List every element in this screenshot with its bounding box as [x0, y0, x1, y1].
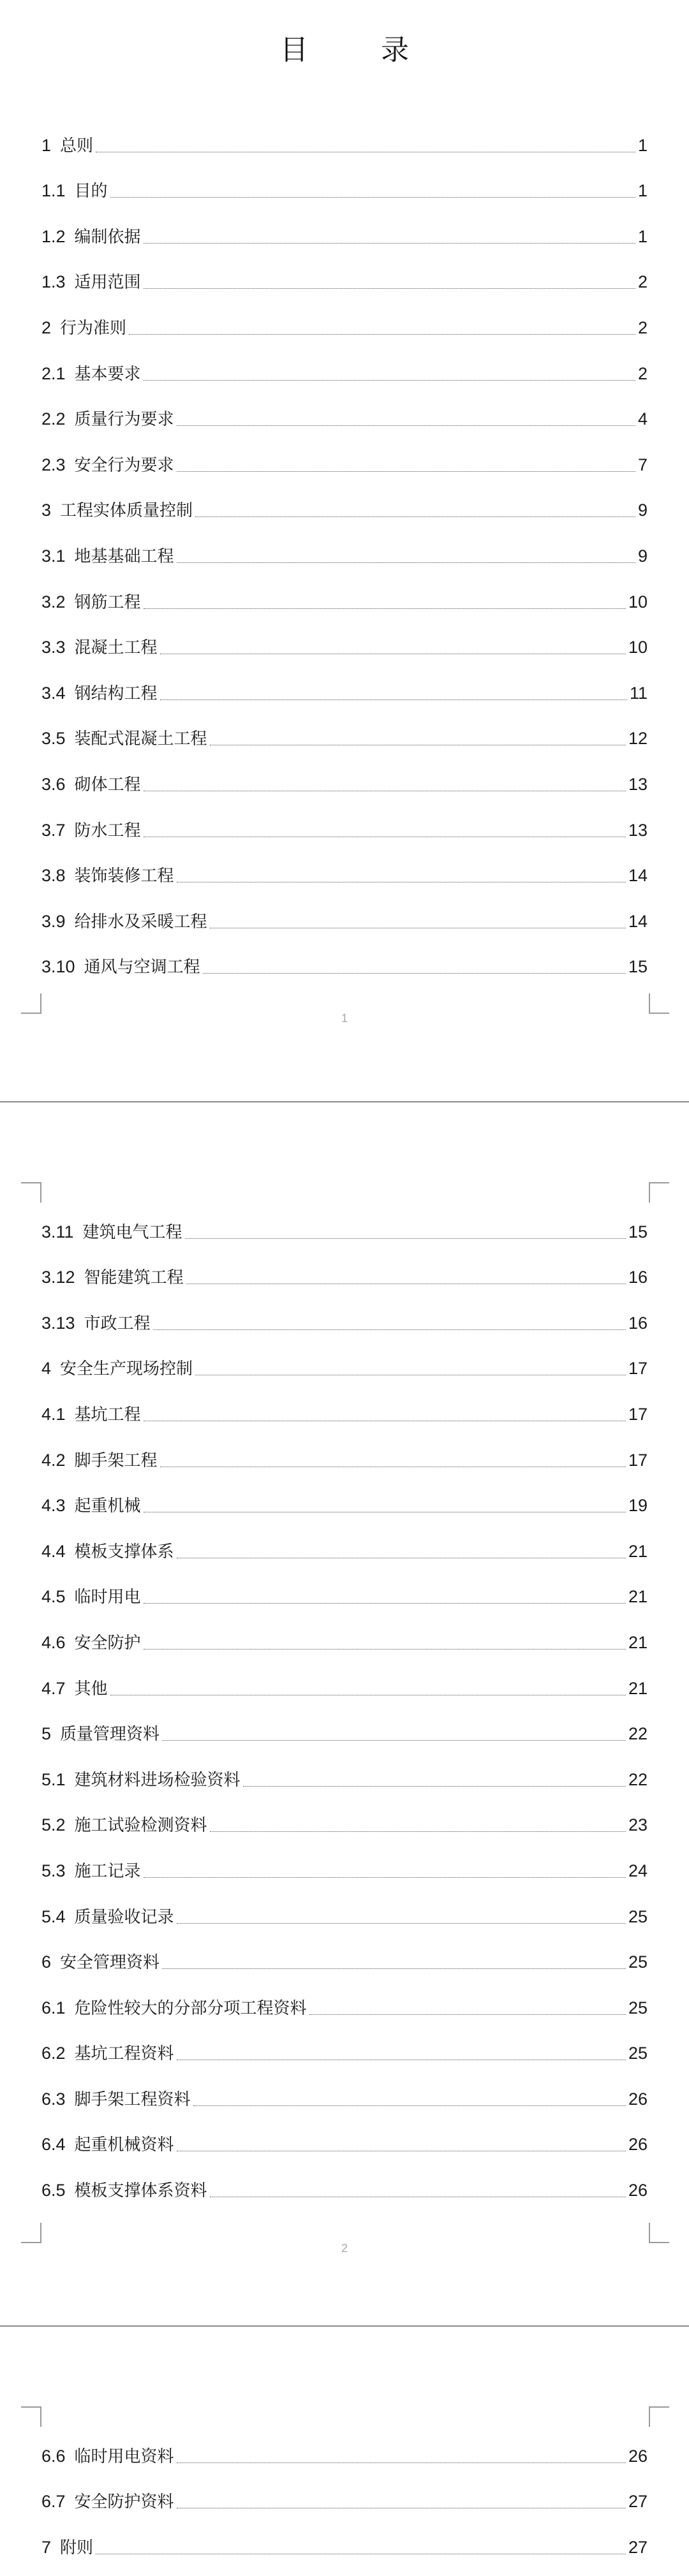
- toc-entry-page: 2: [637, 318, 648, 337]
- crop-mark-top-right: [649, 2406, 669, 2427]
- dot-leader: [144, 1648, 626, 1650]
- toc-entry[interactable]: [41, 108, 648, 154]
- toc-entry-title: 危险性较大的分部分项工程资料: [74, 1998, 307, 2018]
- dot-leader: [177, 425, 635, 426]
- toc-entry-page: 9: [637, 501, 648, 520]
- toc-entry[interactable]: [41, 1514, 648, 1560]
- toc-entry-page: 25: [628, 2044, 648, 2063]
- dot-leader: [177, 562, 635, 563]
- dot-leader: [160, 699, 627, 700]
- toc-entry-number: 2: [41, 318, 52, 337]
- toc-entry-title: 工程实体质量控制: [60, 501, 193, 521]
- toc-entry-page: 7: [637, 455, 648, 474]
- toc-entry[interactable]: [41, 1469, 648, 1515]
- toc-entry-title: 安全行为要求: [74, 455, 174, 475]
- toc-entry-page: 4: [637, 409, 648, 429]
- crop-mark-top-left: [21, 1182, 41, 1203]
- toc-entry-page: 17: [628, 1450, 648, 1470]
- toc-entry-title: 起重机械: [74, 1497, 141, 1516]
- toc-entry-title: 施工记录: [74, 1861, 141, 1881]
- toc-entry-title: 砌体工程: [74, 775, 141, 794]
- toc-entry-page: 25: [628, 1952, 648, 1972]
- toc-entry-page: 14: [628, 911, 648, 931]
- dot-leader: [243, 1785, 626, 1787]
- toc-entry-page: 26: [628, 2446, 648, 2466]
- toc-entry-number: 3.4: [41, 683, 66, 703]
- crop-mark-top-right: [649, 1182, 669, 1203]
- dot-leader: [144, 242, 635, 244]
- toc-entry[interactable]: [41, 930, 648, 976]
- toc-entry[interactable]: [41, 1697, 648, 1743]
- toc-entry-page: 26: [628, 2135, 648, 2155]
- toc-entry[interactable]: [41, 245, 648, 291]
- toc-entry-number: 7: [41, 2537, 52, 2557]
- toc-entry-title: 临时用电资料: [74, 2447, 174, 2466]
- toc-entry-page: 15: [628, 957, 648, 977]
- dot-leader: [177, 1922, 626, 1924]
- toc-entry-number: 3.12: [41, 1268, 75, 1287]
- toc-entry-number: 4.2: [41, 1450, 66, 1470]
- toc-entry-title: 市政工程: [84, 1314, 151, 1333]
- toc-entry-number: 3.11: [41, 1222, 74, 1241]
- dot-leader: [144, 1877, 626, 1878]
- toc-entry-title: 智能建筑工程: [84, 1268, 184, 1288]
- toc-entry-page: 24: [628, 1861, 648, 1880]
- toc-entry-page: 13: [628, 774, 648, 794]
- dot-leader: [162, 1739, 626, 1741]
- toc-entry-page: 12: [628, 729, 648, 749]
- toc-entry-title: 地基基础工程: [74, 546, 174, 566]
- toc-entry-page: 16: [628, 1313, 648, 1333]
- page-number: 2: [341, 2242, 348, 2255]
- toc-entry-number: 1.1: [41, 181, 66, 201]
- dot-leader: [193, 2105, 626, 2106]
- toc-entry[interactable]: [41, 1880, 648, 1926]
- dot-leader: [144, 1602, 626, 1604]
- toc-entry-title: 混凝土工程: [74, 638, 158, 658]
- toc-entry[interactable]: [41, 1560, 648, 1606]
- toc-entry-number: 6.3: [41, 2089, 66, 2109]
- toc-entry[interactable]: [41, 2510, 648, 2556]
- toc-entry-number: 6.7: [41, 2492, 66, 2512]
- toc-entry-page: 27: [628, 2492, 648, 2512]
- toc-entry-title: 安全防护资料: [74, 2492, 174, 2512]
- toc-entry-number: 2.3: [41, 455, 66, 474]
- toc-entry[interactable]: [41, 1606, 648, 1651]
- toc-entry-title: 适用范围: [74, 273, 141, 293]
- toc-entry-title: 总则: [60, 136, 94, 156]
- toc-entry-number: 3.13: [41, 1313, 75, 1333]
- dot-leader: [160, 653, 626, 654]
- toc-entry[interactable]: [41, 2465, 648, 2511]
- dot-leader: [195, 516, 635, 517]
- toc-entry[interactable]: [41, 565, 648, 611]
- toc-entry[interactable]: [41, 1332, 648, 1378]
- toc-entry-number: 6.2: [41, 2044, 66, 2063]
- toc-entry[interactable]: [41, 2419, 648, 2465]
- dot-leader: [110, 196, 635, 198]
- toc-entry-title: 其他: [74, 1679, 108, 1699]
- dot-leader: [110, 1694, 626, 1695]
- toc-entry-page: 1: [637, 135, 648, 155]
- toc-entry-title: 钢筋工程: [74, 592, 141, 612]
- toc-entry-number: 3.10: [41, 957, 75, 977]
- toc-entry-number: 3.3: [41, 638, 66, 657]
- toc-entry-page: 26: [628, 2181, 648, 2200]
- toc-entry[interactable]: [41, 702, 648, 748]
- toc-entry-number: 3.7: [41, 820, 66, 840]
- toc-entry-page: 21: [628, 1587, 648, 1607]
- toc-entry-title: 脚手架工程: [74, 1451, 158, 1470]
- toc-entry[interactable]: [41, 337, 648, 383]
- dot-leader: [144, 379, 635, 381]
- toc-entry-page: 23: [628, 1815, 648, 1835]
- dot-leader: [144, 836, 626, 837]
- toc-entry-number: 6.6: [41, 2446, 66, 2466]
- toc-entry-page: 16: [628, 1268, 648, 1287]
- toc-entry[interactable]: [41, 383, 648, 428]
- toc-entry[interactable]: [41, 154, 648, 200]
- toc-entry[interactable]: [41, 1377, 648, 1423]
- dot-leader: [177, 2462, 626, 2463]
- toc-entry-page: 9: [637, 546, 648, 566]
- toc-entry-title: 基本要求: [74, 364, 141, 384]
- toc-entry-number: 3.1: [41, 546, 66, 566]
- toc-entry-title: 脚手架工程资料: [74, 2089, 191, 2109]
- toc-entry-page: 26: [628, 2089, 648, 2109]
- toc-entry[interactable]: [41, 2153, 648, 2199]
- toc-entry-number: 6.1: [41, 1998, 66, 2017]
- toc-entry-title: 防水工程: [74, 821, 141, 840]
- toc-entry-page: 27: [628, 2537, 648, 2557]
- dot-leader: [177, 2507, 626, 2508]
- toc-entry-title: 装饰装修工程: [74, 867, 174, 886]
- toc-entry-title: 起重机械资料: [74, 2135, 174, 2155]
- toc-entry-title: 安全生产现场控制: [60, 1359, 193, 1379]
- toc-entry-number: 1: [41, 135, 52, 155]
- toc-entry-page: 15: [628, 1222, 648, 1241]
- dot-leader: [309, 2014, 626, 2015]
- toc-entry[interactable]: [41, 1286, 648, 1332]
- toc-entry-number: 2.2: [41, 409, 66, 429]
- crop-mark-bottom-left: [21, 2223, 41, 2243]
- dot-leader: [129, 333, 635, 335]
- toc-entry-page: 21: [628, 1541, 648, 1561]
- toc-list: [41, 1195, 648, 2199]
- toc-entry-page: 2: [637, 363, 648, 383]
- toc-entry-page: 1: [637, 226, 648, 246]
- toc-entry-number: 3: [41, 501, 52, 520]
- dot-leader: [177, 1557, 626, 1558]
- toc-entry-number: 1.3: [41, 272, 66, 292]
- toc-entry-number: 4.3: [41, 1496, 66, 1516]
- crop-mark-top-left: [21, 2406, 41, 2427]
- dot-leader: [195, 1374, 626, 1375]
- page-number: 1: [341, 1012, 348, 1025]
- toc-entry-page: 13: [628, 820, 648, 840]
- crop-mark-bottom-left: [21, 993, 41, 1014]
- toc-entry-number: 6.5: [41, 2181, 66, 2200]
- toc-entry-number: 4.7: [41, 1678, 66, 1698]
- toc-entry-page: 25: [628, 1906, 648, 1926]
- toc-entry-page: 21: [628, 1678, 648, 1698]
- toc-entry-title: 施工试验检测资料: [74, 1816, 207, 1836]
- toc-entry-number: 3.8: [41, 866, 66, 886]
- toc-entry-page: 10: [628, 592, 648, 611]
- dot-leader: [177, 2150, 626, 2151]
- crop-mark-bottom-right: [649, 993, 669, 1014]
- toc-entry[interactable]: [41, 291, 648, 337]
- dot-leader: [153, 1329, 626, 1330]
- dot-leader: [96, 2553, 626, 2554]
- toc-entry-title: 基坑工程资料: [74, 2044, 174, 2064]
- toc-entry-title: 基坑工程: [74, 1405, 141, 1424]
- dot-leader: [210, 744, 626, 745]
- toc-entry[interactable]: [41, 839, 648, 885]
- toc-entry-number: 5.2: [41, 1815, 66, 1835]
- toc-entry-page: 22: [628, 1769, 648, 1789]
- toc-entry[interactable]: [41, 200, 648, 245]
- toc-entry-title: 行为准则: [60, 318, 127, 338]
- toc-title: 目 录: [280, 34, 441, 66]
- toc-entry-number: 3.2: [41, 592, 66, 611]
- dot-leader: [210, 2196, 626, 2197]
- toc-entry[interactable]: [41, 2108, 648, 2154]
- toc-entry[interactable]: [41, 428, 648, 474]
- toc-entry-number: 4.1: [41, 1404, 66, 1424]
- toc-list: [41, 2419, 648, 2556]
- toc-entry-page: 19: [628, 1496, 648, 1516]
- toc-entry-page: 25: [628, 1998, 648, 2017]
- toc-entry[interactable]: [41, 2062, 648, 2108]
- dot-leader: [144, 288, 635, 289]
- toc-entry-number: 4.5: [41, 1587, 66, 1607]
- toc-list: [41, 108, 648, 976]
- toc-entry-title: 建筑电气工程: [82, 1222, 182, 1242]
- toc-entry-number: 5: [41, 1724, 52, 1744]
- toc-entry[interactable]: [41, 519, 648, 565]
- toc-entry-number: 3.6: [41, 774, 66, 794]
- toc-entry-title: 模板支撑体系资料: [74, 2181, 207, 2201]
- toc-entry-title: 给排水及采暖工程: [74, 912, 207, 932]
- dot-leader: [144, 790, 626, 791]
- document-page-1: [0, 0, 689, 1101]
- dot-leader: [144, 1420, 626, 1421]
- toc-entry-title: 装配式混凝土工程: [74, 729, 207, 749]
- toc-entry-number: 4.6: [41, 1632, 66, 1652]
- toc-entry-title: 目的: [74, 182, 108, 201]
- dot-leader: [210, 927, 626, 928]
- toc-entry[interactable]: [41, 1241, 648, 1287]
- toc-entry[interactable]: [41, 1651, 648, 1697]
- toc-entry-number: 5.3: [41, 1861, 66, 1880]
- dot-leader: [177, 881, 626, 882]
- toc-entry-number: 6.4: [41, 2135, 66, 2155]
- toc-entry-title: 附则: [60, 2538, 94, 2558]
- dot-leader: [144, 1511, 626, 1512]
- toc-entry[interactable]: [41, 793, 648, 839]
- toc-entry-title: 质量管理资料: [60, 1725, 160, 1745]
- toc-entry-page: 11: [629, 683, 648, 703]
- toc-entry-title: 通风与空调工程: [84, 958, 200, 977]
- toc-entry-number: 5.1: [41, 1769, 66, 1789]
- toc-entry[interactable]: [41, 656, 648, 702]
- toc-entry-number: 3.5: [41, 729, 66, 749]
- toc-entry[interactable]: [41, 611, 648, 657]
- dot-leader: [160, 1466, 626, 1467]
- toc-entry[interactable]: [41, 884, 648, 930]
- dot-leader: [210, 1831, 626, 1832]
- toc-entry-number: 1.2: [41, 226, 66, 246]
- dot-leader: [185, 1238, 626, 1239]
- toc-entry-title: 安全防护: [74, 1633, 141, 1653]
- dot-leader: [177, 471, 635, 472]
- toc-entry-page: 10: [628, 638, 648, 657]
- toc-entry-page: 17: [628, 1404, 648, 1424]
- crop-mark-bottom-right: [649, 2223, 669, 2243]
- dot-leader: [203, 972, 626, 974]
- toc-entry-number: 6: [41, 1952, 52, 1972]
- toc-entry[interactable]: [41, 474, 648, 520]
- toc-entry-title: 建筑材料进场检验资料: [74, 1770, 241, 1790]
- toc-entry-number: 5.4: [41, 1906, 66, 1926]
- toc-entry[interactable]: [41, 2017, 648, 2063]
- toc-entry-title: 钢结构工程: [74, 684, 158, 703]
- toc-entry-page: 17: [628, 1359, 648, 1379]
- toc-entry[interactable]: [41, 1195, 648, 1241]
- toc-entry-title: 模板支撑体系: [74, 1542, 174, 1562]
- dot-leader: [144, 608, 626, 609]
- toc-entry-page: 22: [628, 1724, 648, 1744]
- dot-leader: [96, 151, 635, 152]
- toc-entry-title: 编制依据: [74, 227, 141, 247]
- toc-entry[interactable]: [41, 747, 648, 793]
- toc-entry-number: 3.9: [41, 911, 66, 931]
- toc-entry[interactable]: [41, 1834, 648, 1880]
- dot-leader: [162, 1968, 626, 1969]
- toc-entry-title: 临时用电: [74, 1588, 141, 1607]
- toc-entry-title: 质量验收记录: [74, 1907, 174, 1927]
- toc-entry[interactable]: [41, 1789, 648, 1834]
- toc-entry-title: 安全管理资料: [60, 1953, 160, 1973]
- toc-entry-page: 21: [628, 1632, 648, 1652]
- toc-entry-title: 质量行为要求: [74, 410, 174, 430]
- toc-entry-number: 2.1: [41, 363, 66, 383]
- dot-leader: [177, 2059, 626, 2060]
- toc-entry-page: 1: [637, 181, 648, 201]
- toc-entry-page: 14: [628, 866, 648, 886]
- toc-entry[interactable]: [41, 1971, 648, 2017]
- toc-entry-number: 4: [41, 1359, 52, 1379]
- toc-entry-page: 2: [637, 272, 648, 292]
- toc-entry[interactable]: [41, 1743, 648, 1789]
- toc-entry[interactable]: [41, 1926, 648, 1972]
- toc-entry[interactable]: [41, 1423, 648, 1469]
- dot-leader: [186, 1283, 626, 1284]
- toc-entry-number: 4.4: [41, 1541, 66, 1561]
